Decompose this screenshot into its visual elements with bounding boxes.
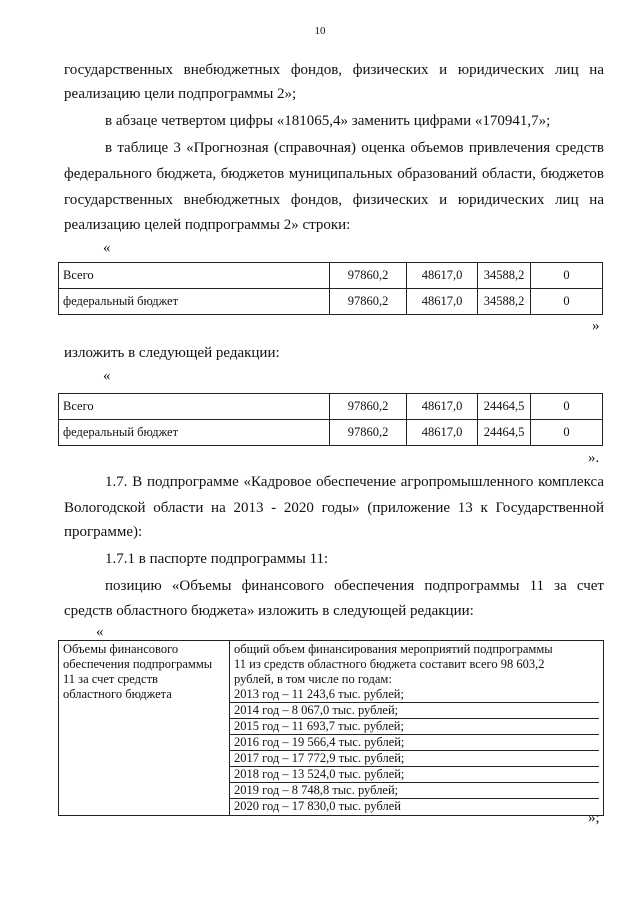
year-line: 2018 год – 13 524,0 тыс. рублей; xyxy=(230,766,599,782)
paragraph-line: реализацию целей подпрограммы 2» строки: xyxy=(64,217,351,233)
value-cell: 34588,2 xyxy=(478,263,531,289)
row-label: федеральный бюджет xyxy=(59,289,330,315)
year-line: 2017 год – 17 772,9 тыс. рублей; xyxy=(230,750,599,766)
paragraph-line: 1.7. В подпрограмме «Кадровое обеспечение агропромышленного комплекса xyxy=(105,474,604,490)
value-cell: 48617,0 xyxy=(407,263,478,289)
value-cell: 0 xyxy=(531,394,603,420)
value-cell: 0 xyxy=(531,420,603,446)
value-cell: 97860,2 xyxy=(330,263,407,289)
table-row xyxy=(59,420,603,446)
table-row xyxy=(59,641,604,816)
value-cell: 24464,5 xyxy=(478,394,531,420)
value-cell: 0 xyxy=(531,289,603,315)
year-line: 2014 год – 8 067,0 тыс. рублей; xyxy=(230,702,599,718)
passport-text-line: общий объем финансирования мероприятий подпрограммы xyxy=(234,642,553,656)
paragraph-line: позицию «Объемы финансового обеспечения подпрограммы 11 за счет xyxy=(105,578,604,594)
table-row xyxy=(59,289,603,315)
year-line: 2013 год – 11 243,6 тыс. рублей; xyxy=(234,687,404,701)
value-cell: 48617,0 xyxy=(407,289,478,315)
open-quote: « xyxy=(96,624,104,640)
paragraph-line: в таблице 3 «Прогнозная (справочная) оценка объемов привлечения средств xyxy=(105,140,604,156)
value-cell: 48617,0 xyxy=(407,420,478,446)
passport-label-line: областного бюджета xyxy=(63,687,172,701)
value-cell: 97860,2 xyxy=(330,394,407,420)
passport-table xyxy=(58,640,604,816)
paragraph-line: программе): xyxy=(64,524,143,540)
paragraph-line: государственных внебюджетных фондов, физических и юридических лиц на xyxy=(64,192,604,208)
table-row xyxy=(59,263,603,289)
year-line: 2020 год – 17 830,0 тыс. рублей xyxy=(230,798,599,814)
passport-text-line: 11 из средств областного бюджета составит всего 98 603,2 xyxy=(234,657,545,671)
open-quote: « xyxy=(103,240,111,256)
year-line: 2015 год – 11 693,7 тыс. рублей; xyxy=(230,718,599,734)
table-row xyxy=(59,394,603,420)
value-cell: 48617,0 xyxy=(407,394,478,420)
row-label: федеральный бюджет xyxy=(59,420,330,446)
page-number: 10 xyxy=(314,25,326,37)
table-old xyxy=(58,262,603,315)
table-new xyxy=(58,393,603,446)
paragraph-line: в абзаце четвертом цифры «181065,4» заменить цифрами «170941,7»; xyxy=(105,113,551,129)
value-cell: 0 xyxy=(531,263,603,289)
paragraph-line: реализацию цели подпрограммы 2»; xyxy=(64,86,297,102)
value-cell: 34588,2 xyxy=(478,289,531,315)
value-cell: 97860,2 xyxy=(330,420,407,446)
paragraph-line: федерального бюджета, бюджетов муниципальных образований области, бюджетов xyxy=(64,166,604,182)
paragraph-line: средств областного бюджета» изложить в следующей редакции: xyxy=(64,603,474,619)
passport-text-line: рублей, в том числе по годам: xyxy=(234,672,392,686)
paragraph-line: государственных внебюджетных фондов, физических и юридических лиц на xyxy=(64,62,604,78)
close-quote: ». xyxy=(588,450,600,466)
passport-label-line: 11 за счет средств xyxy=(63,672,158,686)
year-line: 2019 год – 8 748,8 тыс. рублей; xyxy=(230,782,599,798)
close-quote: »; xyxy=(588,810,600,826)
row-label: Всего xyxy=(59,394,330,420)
passport-label-line: Объемы финансового xyxy=(63,642,179,656)
passport-label-line: обеспечения подпрограммы xyxy=(63,657,213,671)
paragraph-line: 1.7.1 в паспорте подпрограммы 11: xyxy=(105,551,329,567)
paragraph-line: Вологодской области на 2013 - 2020 годы» (приложение 13 к Государственной xyxy=(64,500,604,516)
passport-value-cell xyxy=(230,641,604,816)
open-quote: « xyxy=(103,368,111,384)
value-cell: 97860,2 xyxy=(330,289,407,315)
value-cell: 24464,5 xyxy=(478,420,531,446)
passport-label-cell xyxy=(59,641,230,816)
close-quote: » xyxy=(592,318,600,334)
year-line: 2016 год – 19 566,4 тыс. рублей; xyxy=(230,734,599,750)
row-label: Всего xyxy=(59,263,330,289)
paragraph-line: изложить в следующей редакции: xyxy=(64,345,280,361)
